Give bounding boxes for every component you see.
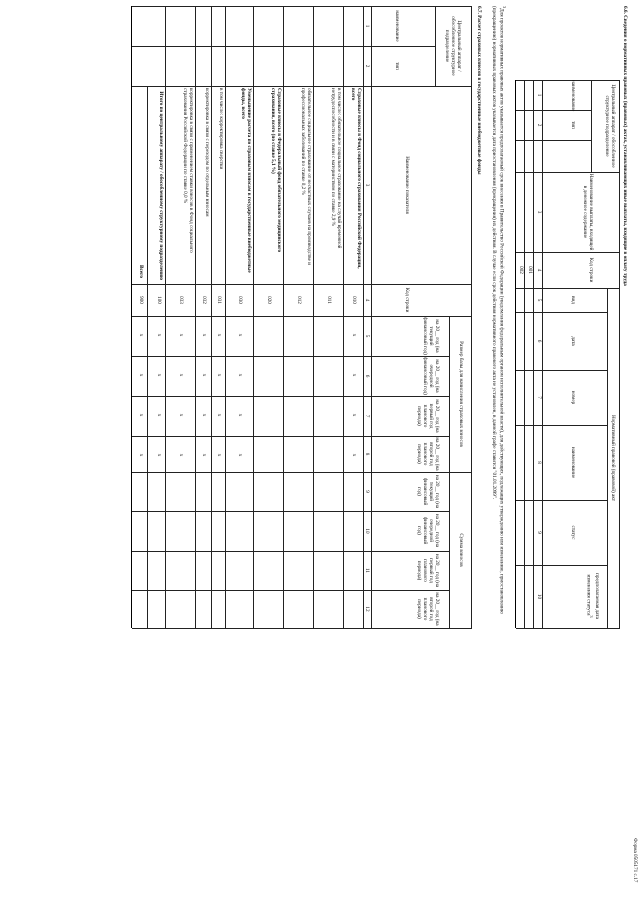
t67-num-2: 2: [364, 64, 370, 68]
t67-total-code: 900: [138, 296, 144, 304]
form-label: Форма 0505171 с.17: [632, 838, 638, 883]
t67-num-4: 4: [364, 298, 370, 302]
t67-num-10: 10: [364, 528, 370, 534]
t67-total-cell: х: [138, 413, 144, 417]
t66-col-payment: Наименование выплаты, входящей в денежное содержание: [582, 173, 594, 251]
t67-num-7: 7: [364, 414, 370, 418]
t67-num-6: 6: [364, 374, 370, 378]
t67-total-cell: х: [138, 453, 144, 457]
t67-base-year-2: на 20__ год (на очередной финансовый год): [422, 357, 440, 395]
t66-num-4: 4: [536, 268, 542, 272]
t67-row-code: 030: [237, 296, 243, 304]
t67-itogo-cell: х: [156, 333, 162, 337]
t67-row-cell: х: [351, 373, 357, 377]
t67-row-label: корректировка в связи с применением ставки взносов в Фонд социального страхования Российской Федерации по ставке 0,0 %: [182, 88, 194, 253]
t66-num-5: 5: [536, 298, 542, 302]
t67-base-year-3: на 20__ год (на первый год планового периода): [416, 399, 440, 433]
t67-row-cell: х: [216, 413, 222, 417]
t67-row-cell: х: [237, 453, 243, 457]
t67-row-cell: х: [178, 453, 184, 457]
t66-num-7: 7: [536, 396, 542, 399]
t66-num-8: 8: [536, 461, 542, 464]
t67-col-type: тип: [394, 62, 400, 70]
t67-sum-year-3: на 20__ год (на первый год планового периода): [416, 553, 440, 588]
t67-row-cell: х: [237, 373, 243, 377]
t67-row-cell: х: [201, 333, 207, 337]
t67-row-cell: х: [216, 333, 222, 337]
t67-num-5: 5: [364, 334, 370, 338]
t66-col-code: Код строки: [588, 257, 594, 283]
t67-row-cell: х: [351, 453, 357, 457]
t67-row-cell: х: [237, 413, 243, 417]
t67-row-label: Страховые взносы в Фонд социального страхования Российской Федерации, всего: [350, 88, 362, 269]
t66-col-type: тип: [570, 121, 576, 129]
t67-num-1: 1: [364, 24, 370, 28]
t66-num-3: 3: [536, 210, 542, 214]
t67-row-code: 010: [351, 296, 357, 304]
t67-base-year-1: на 20__ год (на текущий финансовый год): [422, 317, 440, 355]
t67-row-code: 011: [326, 296, 332, 304]
t67-col-code: Код строки: [404, 287, 410, 313]
t67-row-cell: х: [201, 413, 207, 417]
t67-sum-header: Сумма взносов: [458, 533, 464, 567]
t67-row-label: корректировка в связи с переходом по отдельным взносам: [204, 88, 210, 217]
t67-num-8: 8: [364, 452, 370, 456]
t67-row-label: Страховые взносы в Федеральный фонд обязательного медицинского страхования, всего (по ставке 5,1 %): [270, 88, 282, 253]
t67-row-code: 031: [216, 296, 222, 304]
t67-num-11: 11: [364, 568, 370, 573]
section-67-title: 6.7. Расчет страховых взносов в государственные внебюджетные фонды: [476, 6, 482, 175]
t67-row-cell: х: [216, 453, 222, 457]
t66-row-code-001: 001: [527, 266, 533, 274]
t67-row-code: 033: [178, 296, 184, 304]
section-66-title: 6.6. Сведения о нормативных правовых (правовых) актах, устанавливающих иные выплаты, входящие в оплату труда: [622, 6, 628, 286]
t67-col-name: наименование: [394, 10, 400, 42]
t67-row-code: 012: [296, 296, 302, 304]
t67-total-label: Всего: [138, 265, 144, 278]
t67-itogo-label: Итого по центральному аппарату / обособленному структурному подразделению: [158, 91, 164, 280]
t66-act-kind: вид: [570, 296, 576, 304]
t66-num-10: 10: [536, 593, 542, 600]
t67-sum-year-1: на 20__ год (на текущий финансовый год): [416, 474, 440, 509]
t66-num-2: 2: [536, 123, 542, 127]
t67-num-12: 12: [364, 606, 370, 612]
t67-col-indicator: Наименование показателя: [404, 156, 410, 214]
t67-row-cell: х: [351, 413, 357, 417]
t67-total-cell: х: [138, 333, 144, 337]
t66-status-date: предполагаемая дата изменения статуса$^3$: [585, 573, 600, 619]
t67-total-cell: х: [138, 373, 144, 377]
t67-row-cell: х: [178, 413, 184, 417]
t67-itogo-cell: х: [156, 413, 162, 417]
t67-group-header: Центральный аппарат / обособленное структурное подразделение: [444, 16, 462, 76]
t67-itogo-cell: х: [156, 373, 162, 377]
t67-base-header: Размер базы для начисления страховых взносов: [458, 341, 464, 447]
t66-num-6: 6: [536, 339, 542, 343]
t67-itogo-cell: х: [156, 453, 162, 457]
t66-num-9: 9: [536, 531, 542, 534]
t67-row-cell: х: [216, 373, 222, 377]
t66-num-1: 1: [536, 93, 542, 97]
t67-itogo-code: 100: [156, 296, 162, 304]
t67-row-label: Уменьшение расчета по страховым взносам в государственные внебюджетные фонды, всего: [240, 88, 252, 273]
t66-act-number: номер: [570, 390, 576, 405]
t66-group-header: Центральный аппарат / обособленное структурное подразделение: [604, 84, 616, 168]
t67-row-code: 032: [201, 296, 207, 304]
t67-row-label: в том числе: обязательное социальное страхование на случай временной нетрудоспособности и в связи с материнством по ставке 2,9 %: [330, 88, 342, 249]
t67-row-cell: х: [178, 373, 184, 377]
t67-row-code: 020: [266, 296, 272, 304]
t67-row-cell: х: [201, 453, 207, 457]
t67-base-year-4: на 20__ год (на второй год планового периода): [416, 437, 440, 471]
t67-sum-year-2: на 20__ год (на очередной финансовый год): [416, 513, 440, 548]
t67-num-9: 9: [364, 490, 370, 493]
t67-row-label: обязательное социальное страхование от несчастных случаев на производстве и профессиональных заболеваний по ставке 0,2 %: [300, 88, 312, 265]
t67-sum-year-4: на 20__ год (на второй год планового периода): [416, 592, 440, 626]
t66-col-name: наименование: [570, 80, 576, 112]
t67-row-cell: х: [237, 333, 243, 337]
t66-status: статус: [570, 525, 576, 540]
t66-act-name: наименование: [570, 446, 576, 479]
footnote: $^3$Для проектов нормативных правовых актов указывается предполагаемый срок внесения в Правительство Российской Федерации (уведомления федеральным органом исполнительной власти), для действующих, подлежащих утверждению или изменению, приостановлению (прекращению) нормативных правовых актов указывается дата приостановления (прекращения) их действия. В случае если срок действия нормативного правового акта не установлен, в данной графе ставится "01.01.2099".: [491, 6, 507, 614]
t67-row-cell: х: [201, 373, 207, 377]
t67-row-cell: х: [178, 333, 184, 337]
t67-row-label: в том числе: корректировка сверстки: [218, 88, 224, 170]
t66-act-header: Нормативный правовой (правовой) акт: [610, 414, 616, 502]
t66-row-code-002: 002: [518, 266, 524, 274]
t67-row-cell: х: [351, 333, 357, 337]
t66-act-date: дата: [570, 336, 576, 346]
t67-num-3: 3: [364, 183, 370, 187]
